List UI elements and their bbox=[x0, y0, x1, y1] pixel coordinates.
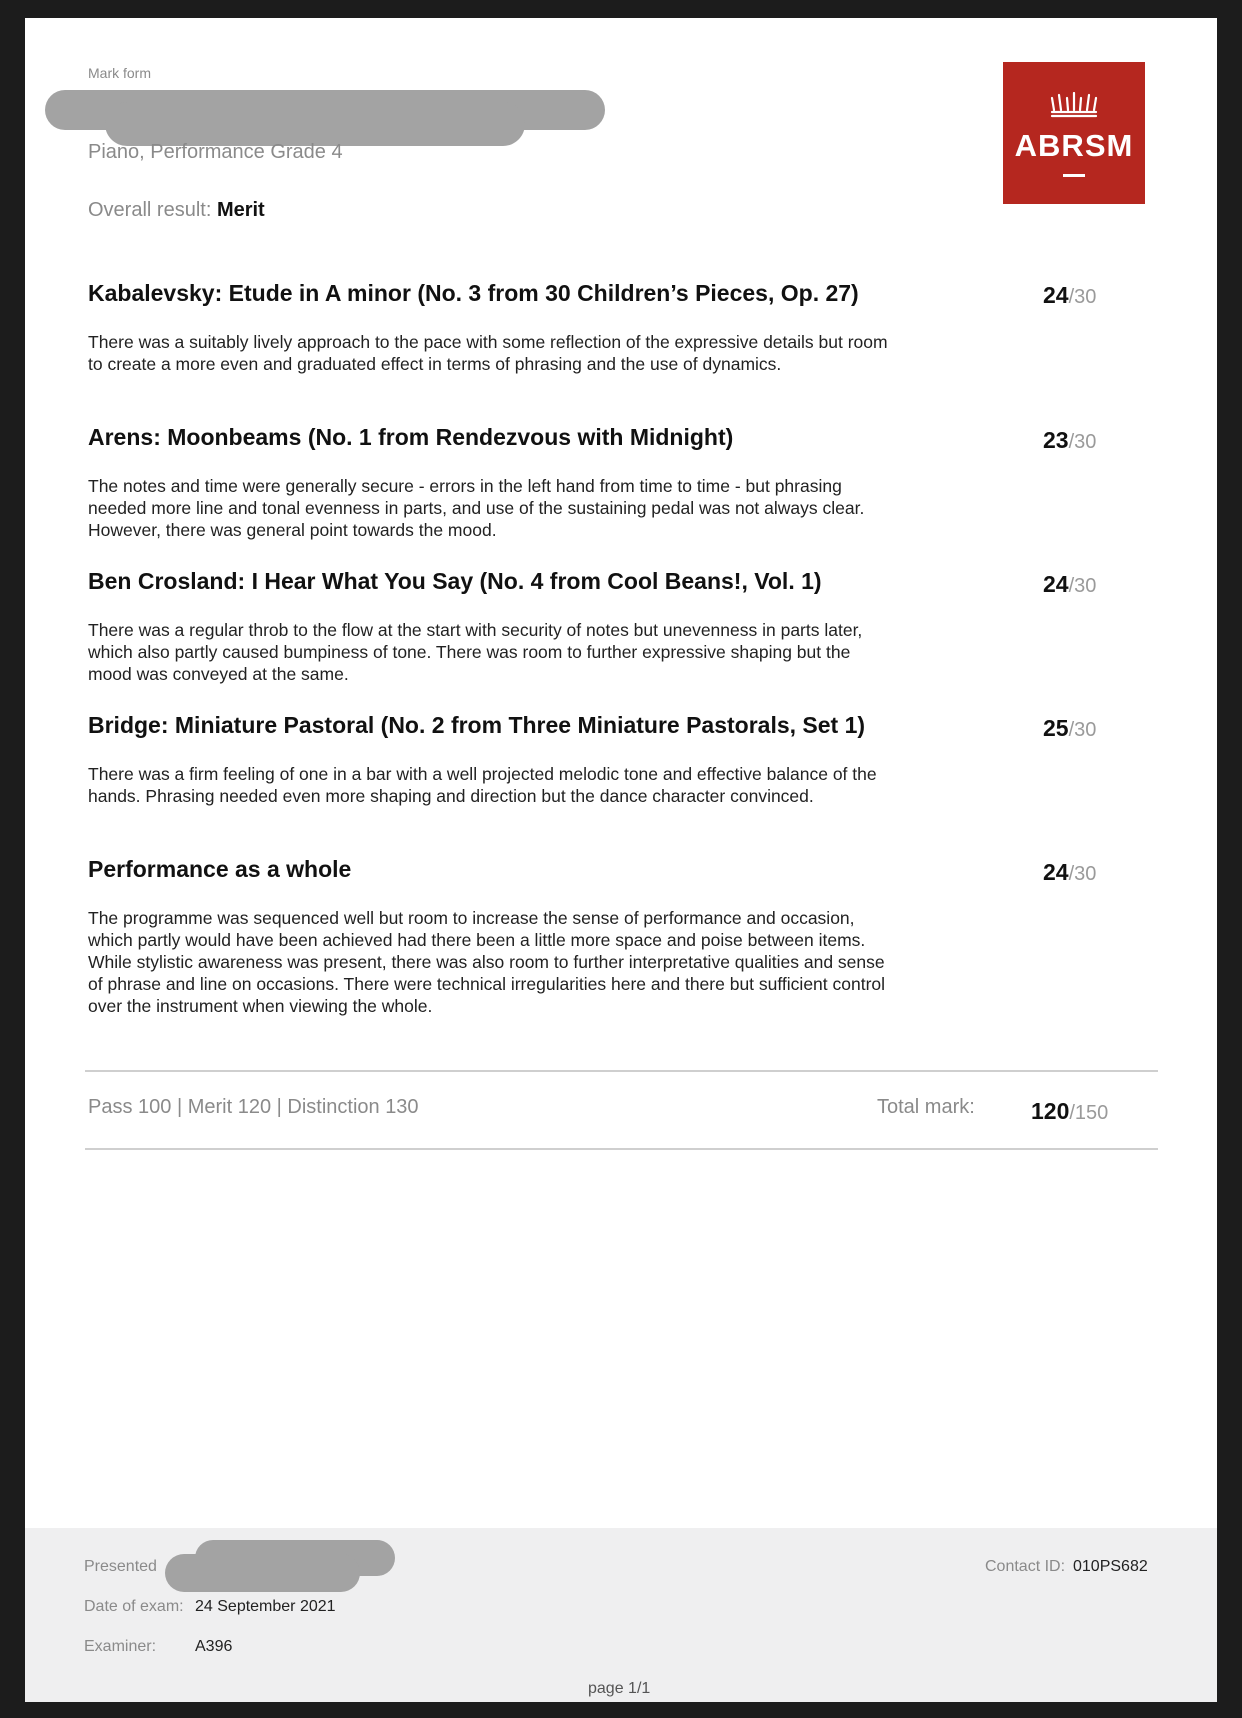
overall-result bbox=[88, 199, 265, 222]
presented-label: Presented bbox=[84, 1558, 157, 1575]
instrument-grade-subtitle: Piano, Performance Grade 4 bbox=[88, 141, 343, 163]
crown-icon bbox=[1049, 92, 1099, 118]
grade-thresholds: Pass 100 | Merit 120 | Distinction 130 bbox=[88, 1096, 419, 1118]
piece-score bbox=[1043, 715, 1096, 742]
redacted-presenter-name-overlap bbox=[165, 1554, 360, 1592]
examiner-value: A396 bbox=[195, 1638, 233, 1655]
piece-score-value: 24 bbox=[1043, 282, 1069, 308]
mark-form-page bbox=[25, 18, 1217, 1702]
piece-title: Ben Crosland: I Hear What You Say (No. 4 from Cool Beans!, Vol. 1) bbox=[88, 568, 822, 594]
piece-comment: The programme was sequenced well but room to increase the sense of performance and occasion, which partly would have been achieved had there been a little more space and poise between items. While stylistic awareness was present, there was also room to further interpretative qualities and sense of phrase and line on occasions. There were technical irregularities here and there but sufficient control over the instrument when viewing the whole. bbox=[88, 908, 886, 1016]
piece-score-max: /30 bbox=[1068, 719, 1097, 741]
piece-title: Performance as a whole bbox=[88, 856, 352, 882]
piece-title: Arens: Moonbeams (No. 1 from Rendezvous with Midnight) bbox=[88, 424, 734, 450]
piece-comment: The notes and time were generally secure - errors in the left hand from time to time - but phrasing needed more line and tonal evenness in parts, and use of the sustaining pedal was not always clear. However, there was general point towards the mood. bbox=[88, 476, 865, 540]
page-indicator: page 1/1 bbox=[588, 1680, 651, 1697]
piece-comment: There was a firm feeling of one in a bar with a well projected melodic tone and effective balance of the hands. Phrasing needed even more shaping and direction but the dance character convinced. bbox=[88, 764, 877, 806]
redacted-candidate-name-overlap bbox=[105, 102, 525, 146]
piece-score bbox=[1043, 427, 1096, 454]
piece-score-value: 23 bbox=[1043, 427, 1069, 453]
piece-comment: There was a suitably lively approach to the pace with some reflection of the expressive details but room to create a more even and graduated effect in terms of phrasing and the use of dynamics. bbox=[88, 332, 888, 374]
contact-id-label: Contact ID: bbox=[985, 1558, 1066, 1575]
piece-score-value: 25 bbox=[1043, 715, 1069, 741]
piece-score bbox=[1043, 282, 1096, 309]
exam-date-value: 24 September 2021 bbox=[195, 1598, 336, 1615]
overall-result-label: Overall result: bbox=[88, 199, 212, 221]
logo-wordmark: ABRSM bbox=[1014, 128, 1134, 163]
total-mark-max: /150 bbox=[1069, 1102, 1109, 1124]
piece-score bbox=[1043, 859, 1096, 886]
piece-comment: There was a regular throb to the flow at the start with security of notes but unevenness in parts later, which also partly caused bumpiness of tone. There was room to further expressive shaping but the mood was conveyed at the same. bbox=[88, 620, 863, 684]
exam-date-label: Date of exam: bbox=[84, 1598, 184, 1615]
divider-top bbox=[85, 1070, 1158, 1072]
total-mark bbox=[1031, 1098, 1108, 1125]
piece-score-max: /30 bbox=[1068, 863, 1097, 885]
piece-title: Kabalevsky: Etude in A minor (No. 3 from 30 Children’s Pieces, Op. 27) bbox=[88, 280, 859, 306]
contact-id-value: 010PS682 bbox=[1073, 1558, 1148, 1575]
form-type-label: Mark form bbox=[88, 65, 151, 81]
total-mark-value: 120 bbox=[1031, 1098, 1070, 1124]
logo-underline bbox=[1063, 174, 1085, 177]
abrsm-logo bbox=[1003, 62, 1145, 204]
piece-score bbox=[1043, 571, 1096, 598]
footer-panel bbox=[25, 1528, 1217, 1702]
piece-title: Bridge: Miniature Pastoral (No. 2 from Three Miniature Pastorals, Set 1) bbox=[88, 712, 866, 738]
piece-score-max: /30 bbox=[1068, 286, 1097, 308]
piece-score-value: 24 bbox=[1043, 859, 1069, 885]
total-mark-label: Total mark: bbox=[877, 1096, 975, 1118]
piece-score-value: 24 bbox=[1043, 571, 1069, 597]
piece-score-max: /30 bbox=[1068, 431, 1097, 453]
divider-bottom bbox=[85, 1148, 1158, 1150]
piece-score-max: /30 bbox=[1068, 575, 1097, 597]
examiner-label: Examiner: bbox=[84, 1638, 157, 1655]
overall-result-value: Merit bbox=[216, 199, 265, 221]
